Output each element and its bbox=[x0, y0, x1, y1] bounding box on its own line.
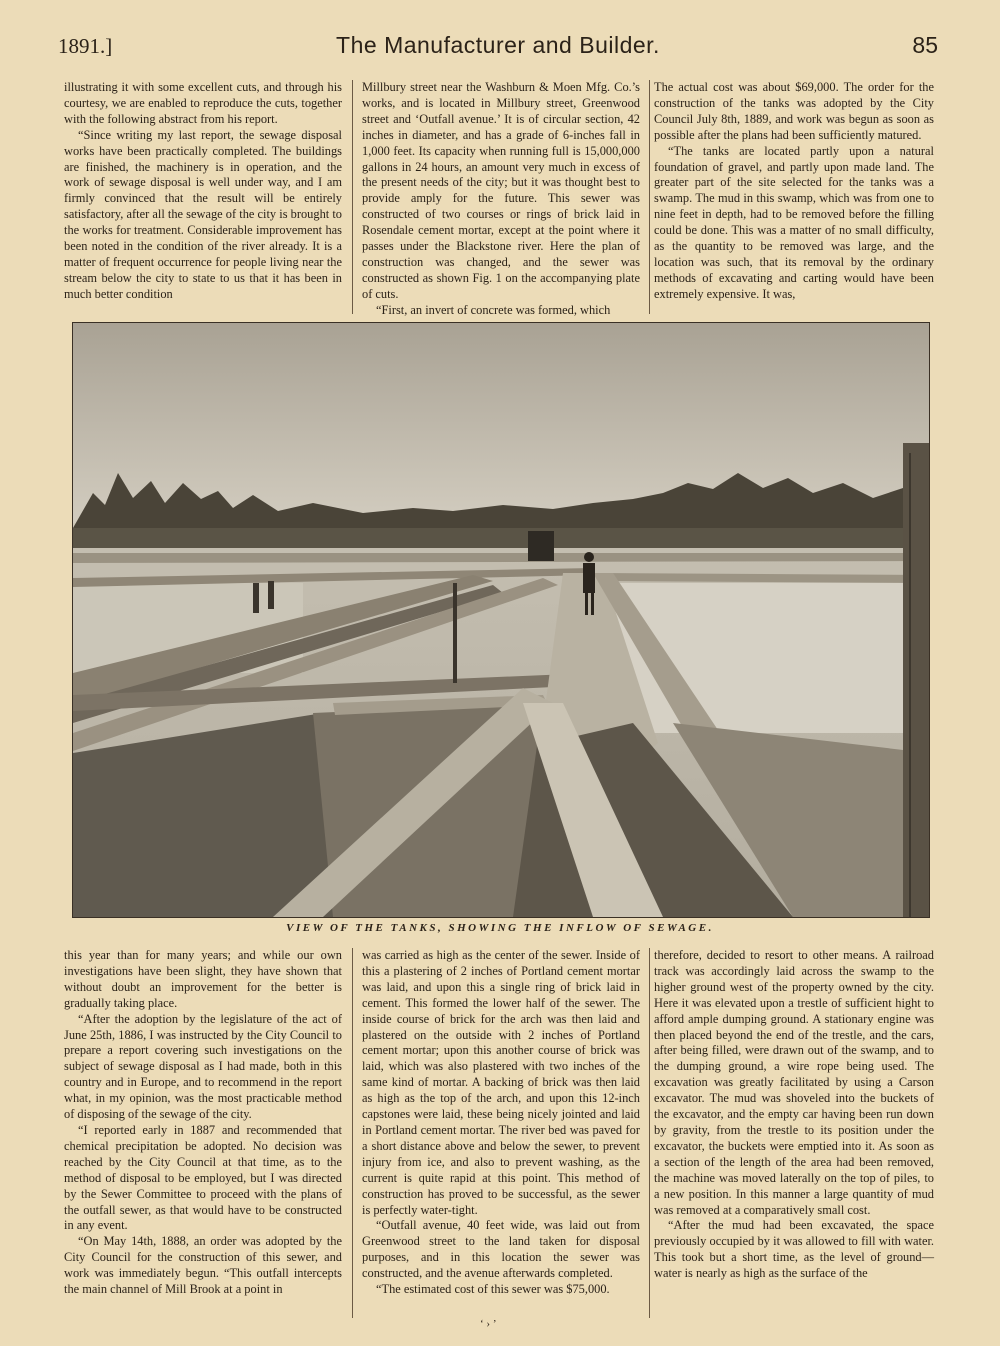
bottom-column-1 bbox=[64, 948, 342, 1298]
page-header bbox=[58, 30, 938, 60]
top-column-2 bbox=[362, 80, 640, 319]
paragraph: therefore, decided to resort to other means. A railroad track was accordingly laid across the swamp to the higher ground west of the property owned by the city. Here it was elevated upon a trestle of sufficient hight to afford ample dumping ground. A stationary engine was then placed beyond the end of the trestle, and the cars, after being filled, were drawn out of the swamp, and to the dumping ground, a wire rope being used. The excavation was greatly facilitated by using a Carson excavator. The mud was shoveled into the buckets of the excavator, and the empty car having been run down by gravity, from the trestle to its position under the excavator, the buckets were emptied into it. As soon as a section of the length of the area had been removed, the machine was moved laterally on the top of piles, to a new position. In this manner a large quantity of mud was removed at a comparatively small cost. bbox=[654, 948, 934, 1217]
paragraph: Millbury street near the Washburn & Moen Mfg. Co.’s works, and is located in Millbury street, Greenwood street and ‘Outfall avenue.’ It is of circular section, 42 inches in diameter, and has a grade of 6-inches fall in 1,000 feet. Its capacity when running full is 15,000,000 gallons in 24 hours, an amount very much in excess of the present needs of the city; but it was thought best to provide amply for the future. This sewer was constructed of two courses or rings of brick laid in Rosendale cement mortar, except at the point where it passes under the Blackstone river. Here the plan of construction was changed, and the sewer was constructed as shown Fig. 1 on the accompanying plate of cuts. bbox=[362, 80, 640, 301]
paragraph: “Since writing my last report, the sewage disposal works have been practically completed. The buildings are finished, the machinery is in operation, and the work of sewage disposal is well under way, and I am firmly convinced that the result will be entirely satisfactory, after all the sewage of the city is brought to the works for treatment. Considerable improvement has been noted in the condition of the river already. It is a matter of frequent occurrence for people living near the stream below the city to state to us that it has been in much better condition bbox=[64, 127, 342, 301]
paragraph: illustrating it with some excellent cuts, and through his courtesy, we are enabled to reproduce the cuts, together with the following abstract from his report. bbox=[64, 80, 342, 126]
issue-year: 1891.] bbox=[58, 34, 113, 58]
paragraph: “After the mud had been excavated, the space previously occupied by it was allowed to fill with water. This took but a short time, as the level of ground—water is nearly as high as the surface of the bbox=[654, 1218, 934, 1281]
paragraph: “First, an invert of concrete was formed, which bbox=[376, 302, 611, 317]
paragraph: “After the adoption by the legislature of the act of June 25th, 1886, I was instructed by the City Council to prepare a report covering such investigations on the subject of sewage disposal as I had made, both in this country and in Europe, and to recommend in the report what, in my opinion, was the most practicable method of disposing of the sewage of the city. bbox=[64, 1011, 342, 1122]
magazine-title: The Manufacturer and Builder. bbox=[336, 32, 660, 58]
top-column-3 bbox=[654, 80, 934, 303]
paragraph: “The estimated cost of this sewer was $75,000. bbox=[376, 1282, 610, 1297]
column-rule bbox=[649, 80, 650, 314]
paragraph: was carried as high as the center of the sewer. Inside of this a plastering of 2 inches of Portland cement mortar was laid, and upon this a single ring of brick laid in cement. This formed the lower half of the sewer. The inside course of brick for the arch was then laid and plastered on the outside with 2 inches of Portland cement mortar; upon this another course of brick was laid, which was also plastered with two inches of the same kind of mortar. A backing of brick was then laid as high as the top of the arch, and upon this 12-inch capstones were laid, these being nicely jointed and laid in Portland cement mortar. The river bed was paved for a short distance above and below the sewer, to prevent injury from ice, and also to prevent washing, as the current is quite rapid at this point. This method of construction has proved to be successful, as the sewer is perfectly water-tight. bbox=[362, 948, 640, 1217]
sewage-tanks-illustration bbox=[73, 323, 929, 917]
tanks-photograph bbox=[72, 322, 930, 918]
paragraph: “On May 14th, 1888, an order was adopted by the City Council for the construction of this sewer, and work was immediately begun. “This outfall intercepts the main channel of Mill Brook at a point in bbox=[64, 1234, 342, 1297]
paragraph: The actual cost was about $69,000. The order for the construction of the tanks was adopted by the City Council July 8th, 1889, and work was begun as soon as possible after the plans had been sufficiently matured. bbox=[654, 80, 934, 142]
column-rule bbox=[649, 948, 650, 1318]
paragraph: “The tanks are located partly upon a natural foundation of gravel, and partly upon made land. The greater part of the site selected for the tanks was a swamp. The mud in this swamp, which was from one to nine feet in depth, had to be removed before the filling could be done. This was a matter of no small difficulty, as the quantity to be removed was large, and the location was such, that its removal by the ordinary methods of excavating and carting would have been extremely expensive. It was, bbox=[654, 143, 934, 301]
paragraph: this year than for many years; and while our own investigations have been slight, they have shown that without doubt an improvement for the better is gradually taking place. bbox=[64, 948, 342, 1010]
bottom-column-3 bbox=[654, 948, 934, 1282]
column-rule bbox=[352, 80, 353, 314]
page-number: 85 bbox=[912, 32, 938, 58]
paragraph: “Outfall avenue, 40 feet wide, was laid out from Greenwood street to the land taken for disposal purposes, and in this location the sewer was constructed, and the avenue afterwards completed. bbox=[362, 1218, 640, 1281]
top-column-1 bbox=[64, 80, 342, 303]
bottom-column-2 bbox=[362, 948, 640, 1298]
page-footer-mark: ‘ › ’ bbox=[480, 1318, 497, 1330]
paragraph: “I reported early in 1887 and recommended that chemical precipitation be adopted. No decision was reached by the City Council at that time, as to the method of disposal to be employed, but I was directed by the Sewer Committee to proceed with the plans of the outfall sewer, as that would have to be constructed in any event. bbox=[64, 1122, 342, 1233]
photo-caption: VIEW OF THE TANKS, SHOWING THE INFLOW OF SEWAGE. bbox=[286, 922, 714, 934]
column-rule bbox=[352, 948, 353, 1318]
